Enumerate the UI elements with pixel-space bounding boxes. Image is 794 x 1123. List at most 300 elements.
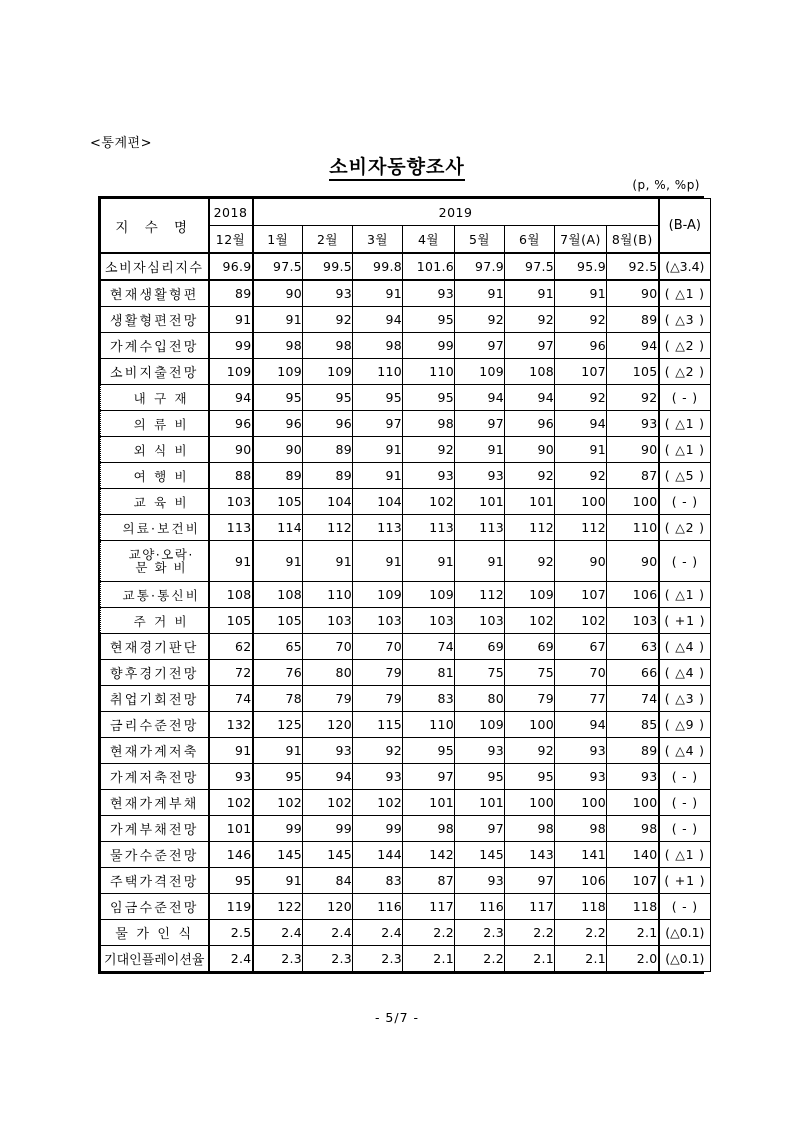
row-label: 현재생활형편 (101, 280, 209, 307)
row-label: 금리수준전망 (101, 712, 209, 738)
data-cell: 100 (555, 790, 607, 816)
data-cell: 91 (209, 541, 253, 582)
data-cell: 92 (607, 385, 659, 411)
data-cell: 90 (607, 541, 659, 582)
data-cell: 93 (455, 868, 505, 894)
data-cell: 74 (209, 686, 253, 712)
row-label: 여 행 비 (101, 463, 209, 489)
data-cell: 118 (607, 894, 659, 920)
data-cell: 141 (555, 842, 607, 868)
data-cell: 91 (253, 868, 303, 894)
row-label: 가계부채전망 (101, 816, 209, 842)
page-footer: - 5/7 - (374, 1010, 420, 1025)
diff-cell: ( - ) (659, 790, 711, 816)
data-cell: 69 (505, 634, 555, 660)
data-cell: 107 (607, 868, 659, 894)
data-cell: 94 (353, 307, 403, 333)
data-cell: 92 (555, 307, 607, 333)
table-row (101, 463, 711, 489)
data-cell: 90 (209, 437, 253, 463)
unit-note: (p, %, %p) (632, 178, 700, 192)
data-cell: 101.6 (403, 253, 455, 280)
data-cell: 93 (209, 764, 253, 790)
data-cell: 92 (353, 738, 403, 764)
diff-cell: ( - ) (659, 385, 711, 411)
data-cell: 94 (303, 764, 353, 790)
data-cell: 91 (209, 738, 253, 764)
data-cell: 90 (253, 437, 303, 463)
data-cell: 89 (209, 280, 253, 307)
diff-cell: ( △3 ) (659, 307, 711, 333)
diff-cell: (△0.1) (659, 946, 711, 972)
data-cell: 144 (353, 842, 403, 868)
data-cell: 95 (403, 307, 455, 333)
data-cell: 101 (505, 489, 555, 515)
data-cell: 91 (455, 280, 505, 307)
data-cell: 110 (403, 359, 455, 385)
table-row (101, 894, 711, 920)
data-cell: 94 (455, 385, 505, 411)
data-cell: 102 (209, 790, 253, 816)
diff-cell: ( - ) (659, 894, 711, 920)
statistics-table-container (98, 196, 704, 974)
data-cell: 97 (353, 411, 403, 437)
row-label: 외 식 비 (101, 437, 209, 463)
data-cell: 93 (555, 738, 607, 764)
data-cell: 2.4 (253, 920, 303, 946)
data-cell: 112 (455, 582, 505, 608)
data-cell: 93 (455, 738, 505, 764)
data-cell: 97.5 (253, 253, 303, 280)
diff-cell: (△0.1) (659, 920, 711, 946)
table-row (101, 764, 711, 790)
data-cell: 84 (303, 868, 353, 894)
data-cell: 95 (403, 385, 455, 411)
data-cell: 92 (505, 307, 555, 333)
data-cell: 92 (505, 463, 555, 489)
data-cell: 115 (353, 712, 403, 738)
data-cell: 70 (353, 634, 403, 660)
data-cell: 122 (253, 894, 303, 920)
data-cell: 98 (505, 816, 555, 842)
data-cell: 116 (353, 894, 403, 920)
data-cell: 95 (303, 385, 353, 411)
data-cell: 91 (455, 541, 505, 582)
table-row (101, 634, 711, 660)
diff-cell: ( △1 ) (659, 437, 711, 463)
data-cell: 67 (555, 634, 607, 660)
data-cell: 116 (455, 894, 505, 920)
data-cell: 113 (455, 515, 505, 541)
header-month-6: 5월 (455, 226, 505, 254)
diff-cell: ( - ) (659, 489, 711, 515)
section-label: <통계편> (90, 136, 152, 151)
data-cell: 105 (253, 489, 303, 515)
data-cell: 75 (455, 660, 505, 686)
data-cell: 105 (209, 608, 253, 634)
data-cell: 102 (505, 608, 555, 634)
data-cell: 96 (209, 411, 253, 437)
data-cell: 70 (555, 660, 607, 686)
data-cell: 90 (253, 280, 303, 307)
data-cell: 92 (403, 437, 455, 463)
diff-cell: ( +1 ) (659, 608, 711, 634)
data-cell: 91 (353, 280, 403, 307)
diff-cell: ( - ) (659, 541, 711, 582)
data-cell: 74 (607, 686, 659, 712)
data-cell: 102 (555, 608, 607, 634)
data-cell: 99 (209, 333, 253, 359)
data-cell: 93 (403, 463, 455, 489)
table-row (101, 582, 711, 608)
data-cell: 87 (403, 868, 455, 894)
data-cell: 94 (555, 411, 607, 437)
data-cell: 93 (403, 280, 455, 307)
data-cell: 108 (505, 359, 555, 385)
table-row (101, 541, 711, 582)
data-cell: 99 (253, 816, 303, 842)
header-month-1: 12월 (209, 226, 253, 254)
data-cell: 109 (403, 582, 455, 608)
data-cell: 113 (403, 515, 455, 541)
data-cell: 2.3 (353, 946, 403, 972)
data-cell: 70 (303, 634, 353, 660)
data-cell: 92 (455, 307, 505, 333)
data-cell: 101 (403, 790, 455, 816)
page-title (0, 152, 794, 179)
table-row (101, 738, 711, 764)
data-cell: 109 (209, 359, 253, 385)
data-cell: 96 (555, 333, 607, 359)
header-diff-column: (B-A) (659, 199, 711, 254)
data-cell: 146 (209, 842, 253, 868)
data-cell: 74 (403, 634, 455, 660)
data-cell: 145 (253, 842, 303, 868)
data-cell: 69 (455, 634, 505, 660)
table-row (101, 307, 711, 333)
data-cell: 100 (505, 790, 555, 816)
data-cell: 102 (353, 790, 403, 816)
data-cell: 100 (607, 790, 659, 816)
data-cell: 100 (505, 712, 555, 738)
diff-cell: ( △4 ) (659, 738, 711, 764)
diff-cell: ( △9 ) (659, 712, 711, 738)
data-cell: 100 (607, 489, 659, 515)
data-cell: 93 (607, 764, 659, 790)
page-title-text: 소비자동향조사 (329, 156, 464, 181)
data-cell: 110 (303, 582, 353, 608)
diff-cell: ( △4 ) (659, 660, 711, 686)
data-cell: 143 (505, 842, 555, 868)
data-cell: 79 (303, 686, 353, 712)
table-row (101, 816, 711, 842)
data-cell: 107 (555, 582, 607, 608)
data-cell: 94 (607, 333, 659, 359)
data-cell: 98 (403, 816, 455, 842)
data-cell: 106 (607, 582, 659, 608)
data-cell: 75 (505, 660, 555, 686)
data-cell: 62 (209, 634, 253, 660)
data-cell: 79 (353, 686, 403, 712)
data-cell: 97 (505, 333, 555, 359)
table-row (101, 437, 711, 463)
diff-cell: ( △2 ) (659, 359, 711, 385)
data-cell: 98 (607, 816, 659, 842)
data-cell: 114 (253, 515, 303, 541)
header-row-year (101, 199, 711, 226)
data-cell: 99.8 (353, 253, 403, 280)
data-cell: 92 (505, 738, 555, 764)
data-cell: 2.4 (353, 920, 403, 946)
table-body (101, 253, 711, 972)
data-cell: 101 (455, 489, 505, 515)
data-cell: 112 (555, 515, 607, 541)
data-cell: 2.2 (403, 920, 455, 946)
data-cell: 90 (607, 437, 659, 463)
data-cell: 95.9 (555, 253, 607, 280)
data-cell: 92 (555, 385, 607, 411)
data-cell: 145 (455, 842, 505, 868)
data-cell: 2.5 (209, 920, 253, 946)
row-label: 의 류 비 (101, 411, 209, 437)
data-cell: 98 (353, 333, 403, 359)
data-cell: 109 (505, 582, 555, 608)
data-cell: 93 (607, 411, 659, 437)
data-cell: 101 (455, 790, 505, 816)
diff-cell: ( △1 ) (659, 280, 711, 307)
row-label: 생활형편전망 (101, 307, 209, 333)
row-label: 의료·보건비 (101, 515, 209, 541)
data-cell: 89 (253, 463, 303, 489)
data-cell: 92 (555, 463, 607, 489)
data-cell: 89 (303, 463, 353, 489)
data-cell: 103 (607, 608, 659, 634)
data-cell: 95 (353, 385, 403, 411)
row-label: 임금수준전망 (101, 894, 209, 920)
data-cell: 97 (505, 868, 555, 894)
data-cell: 96 (303, 411, 353, 437)
data-cell: 90 (555, 541, 607, 582)
data-cell: 113 (209, 515, 253, 541)
data-cell: 91 (209, 307, 253, 333)
data-cell: 80 (455, 686, 505, 712)
table-row (101, 489, 711, 515)
data-cell: 89 (607, 738, 659, 764)
data-cell: 93 (303, 738, 353, 764)
diff-cell: ( △1 ) (659, 411, 711, 437)
header-month-4: 3월 (353, 226, 403, 254)
header-month-5: 4월 (403, 226, 455, 254)
data-cell: 2.2 (455, 946, 505, 972)
table-row (101, 253, 711, 280)
row-label: 물 가 인 식 (101, 920, 209, 946)
data-cell: 87 (607, 463, 659, 489)
data-cell: 66 (607, 660, 659, 686)
data-cell: 91 (353, 437, 403, 463)
diff-cell: ( - ) (659, 816, 711, 842)
data-cell: 108 (209, 582, 253, 608)
data-cell: 109 (253, 359, 303, 385)
data-cell: 145 (303, 842, 353, 868)
data-cell: 91 (353, 541, 403, 582)
data-cell: 97 (403, 764, 455, 790)
data-cell: 2.0 (607, 946, 659, 972)
row-label: 소비자심리지수 (101, 253, 209, 280)
data-cell: 95 (209, 868, 253, 894)
data-cell: 91 (555, 437, 607, 463)
data-cell: 95 (403, 738, 455, 764)
data-cell: 99.5 (303, 253, 353, 280)
table-row (101, 946, 711, 972)
row-label: 교통·통신비 (101, 582, 209, 608)
data-cell: 105 (607, 359, 659, 385)
diff-cell: ( △2 ) (659, 333, 711, 359)
header-month-9: 8월(B) (607, 226, 659, 254)
data-cell: 104 (353, 489, 403, 515)
data-cell: 97 (455, 816, 505, 842)
data-cell: 106 (555, 868, 607, 894)
row-label: 가계저축전망 (101, 764, 209, 790)
data-cell: 107 (555, 359, 607, 385)
data-cell: 120 (303, 712, 353, 738)
data-cell: 80 (303, 660, 353, 686)
table-row (101, 920, 711, 946)
data-cell: 2.2 (505, 920, 555, 946)
diff-cell: ( - ) (659, 764, 711, 790)
data-cell: 2.4 (209, 946, 253, 972)
header-year-2019: 2019 (253, 199, 659, 226)
data-cell: 91 (353, 463, 403, 489)
header-month-3: 2월 (303, 226, 353, 254)
data-cell: 99 (303, 816, 353, 842)
table-row (101, 868, 711, 894)
data-cell: 99 (403, 333, 455, 359)
data-cell: 2.1 (505, 946, 555, 972)
data-cell: 97 (455, 411, 505, 437)
row-label: 내 구 재 (101, 385, 209, 411)
data-cell: 94 (555, 712, 607, 738)
data-cell: 108 (253, 582, 303, 608)
row-label: 가계수입전망 (101, 333, 209, 359)
data-cell: 103 (455, 608, 505, 634)
data-cell: 95 (505, 764, 555, 790)
table-row (101, 842, 711, 868)
row-label: 기대인플레이션율 (101, 946, 209, 972)
data-cell: 103 (353, 608, 403, 634)
data-cell: 90 (607, 280, 659, 307)
row-label: 물가수준전망 (101, 842, 209, 868)
header-month-8: 7월(A) (555, 226, 607, 254)
data-cell: 91 (303, 541, 353, 582)
diff-cell: (△3.4) (659, 253, 711, 280)
data-cell: 97.5 (505, 253, 555, 280)
table-row (101, 790, 711, 816)
data-cell: 98 (303, 333, 353, 359)
data-cell: 103 (303, 608, 353, 634)
data-cell: 89 (607, 307, 659, 333)
diff-cell: ( +1 ) (659, 868, 711, 894)
data-cell: 65 (253, 634, 303, 660)
data-cell: 102 (253, 790, 303, 816)
data-cell: 93 (555, 764, 607, 790)
row-label: 현재가계저축 (101, 738, 209, 764)
data-cell: 83 (353, 868, 403, 894)
table-row (101, 686, 711, 712)
data-cell: 104 (303, 489, 353, 515)
data-cell: 142 (403, 842, 455, 868)
data-cell: 83 (403, 686, 455, 712)
data-cell: 110 (353, 359, 403, 385)
data-cell: 91 (253, 307, 303, 333)
data-cell: 76 (253, 660, 303, 686)
table-row (101, 411, 711, 437)
table-header (101, 199, 711, 254)
data-cell: 112 (303, 515, 353, 541)
table-row (101, 333, 711, 359)
data-cell: 92 (303, 307, 353, 333)
data-cell: 120 (303, 894, 353, 920)
diff-cell: ( △5 ) (659, 463, 711, 489)
data-cell: 117 (505, 894, 555, 920)
data-cell: 78 (253, 686, 303, 712)
data-cell: 98 (403, 411, 455, 437)
data-cell: 95 (253, 385, 303, 411)
data-cell: 97.9 (455, 253, 505, 280)
data-cell: 109 (353, 582, 403, 608)
table-row (101, 712, 711, 738)
data-cell: 97 (455, 333, 505, 359)
row-label-line-1: 교양·오락· (128, 546, 194, 562)
data-cell: 88 (209, 463, 253, 489)
data-cell: 93 (303, 280, 353, 307)
row-label: 현재경기판단 (101, 634, 209, 660)
data-cell: 77 (555, 686, 607, 712)
header-index-name: 지 수 명 (101, 199, 209, 254)
row-label (101, 541, 209, 582)
data-cell: 101 (209, 816, 253, 842)
data-cell: 95 (253, 764, 303, 790)
diff-cell: ( △3 ) (659, 686, 711, 712)
data-cell: 96.9 (209, 253, 253, 280)
data-cell: 94 (209, 385, 253, 411)
data-cell: 102 (303, 790, 353, 816)
data-cell: 2.1 (555, 946, 607, 972)
data-cell: 112 (505, 515, 555, 541)
data-cell: 85 (607, 712, 659, 738)
data-cell: 2.3 (303, 946, 353, 972)
data-cell: 81 (403, 660, 455, 686)
header-year-2018: 2018 (209, 199, 253, 226)
header-month-7: 6월 (505, 226, 555, 254)
data-cell: 2.1 (403, 946, 455, 972)
row-label: 주택가격전망 (101, 868, 209, 894)
data-cell: 110 (607, 515, 659, 541)
data-cell: 72 (209, 660, 253, 686)
diff-cell: ( △1 ) (659, 842, 711, 868)
table-row (101, 359, 711, 385)
data-cell: 91 (403, 541, 455, 582)
data-cell: 2.4 (303, 920, 353, 946)
table-row (101, 280, 711, 307)
data-cell: 102 (403, 489, 455, 515)
data-cell: 91 (505, 280, 555, 307)
row-label: 향후경기전망 (101, 660, 209, 686)
data-cell: 91 (253, 541, 303, 582)
row-label-line-2: 문 화 비 (135, 560, 188, 575)
data-cell: 98 (555, 816, 607, 842)
diff-cell: ( △2 ) (659, 515, 711, 541)
table-row (101, 385, 711, 411)
